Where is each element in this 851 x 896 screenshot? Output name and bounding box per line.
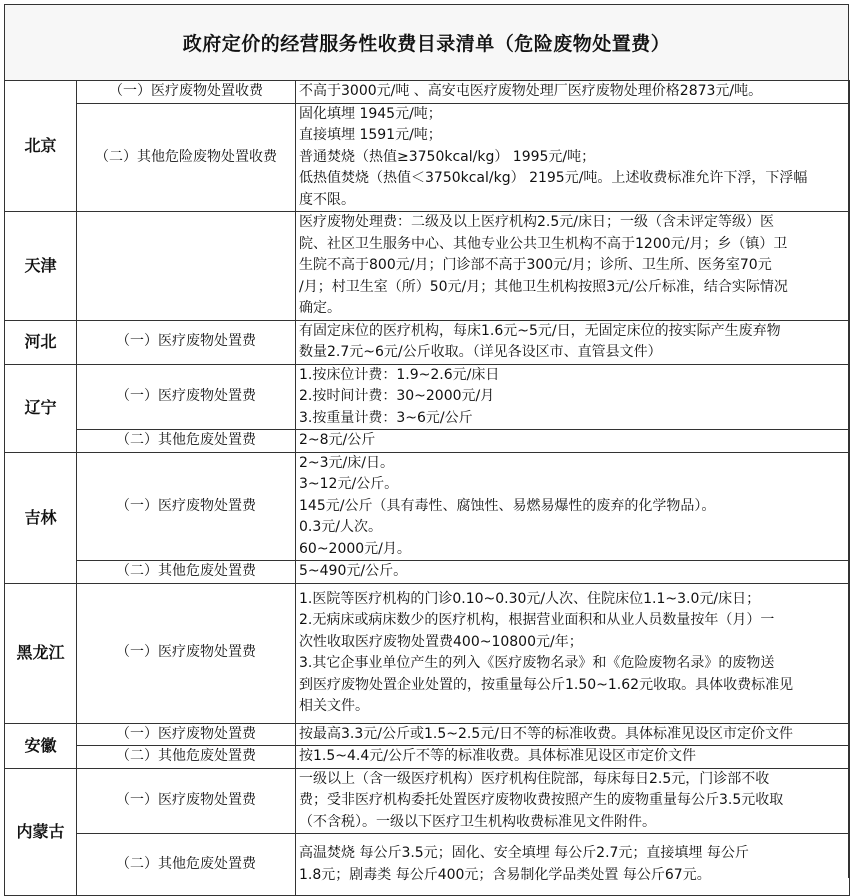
table-row: [5, 746, 850, 769]
detail-line: 普通焚烧（热值≥3750kcal/kg） 1995元/吨；: [299, 148, 596, 165]
province-anhui: 安徽: [5, 723, 77, 768]
table-row: [5, 723, 850, 746]
detail-line: 按最高3.3元/公斤或1.5~2.5元/日不等的标准收费。具体标准见设区市定价文件: [299, 725, 793, 742]
province-neimenggu: 内蒙古: [5, 768, 77, 896]
detail-line: 按1.5~4.4元/公斤不等的标准收费。具体标准见设区市定价文件: [299, 748, 696, 764]
detail-line: /月；村卫生室（所）50元/月；其他卫生机构按照3元/公斤标准，结合实际情况: [299, 278, 788, 295]
table-row: [5, 452, 850, 561]
detail-cell: [296, 364, 850, 430]
detail-line: 1.医院等医疗机构的门诊0.10~0.30元/人次、住院床位1.1~3.0元/床日；: [299, 590, 761, 607]
detail-line: 2~8元/公斤: [299, 432, 376, 448]
detail-line: 1.按床位计费：1.9~2.6元/床日: [299, 366, 500, 383]
detail-line: （不含税）。一级以下医疗卫生机构收费标准见文件附件。: [299, 813, 656, 830]
detail-line: 5~490元/公斤。: [299, 563, 408, 579]
detail-line: 直接填埋 1591元/吨；: [299, 127, 442, 143]
detail-line: 145元/公斤（具有毒性、腐蚀性、易燃易爆性的废弃的化学物品）。: [299, 497, 716, 514]
detail-cell: [296, 320, 850, 364]
detail-line: 3~12元/公斤。: [299, 476, 399, 492]
detail-line: 2~3元/床/日。: [299, 454, 394, 471]
detail-line: 生院不高于800元/月；门诊部不高于300元/月；诊所、卫生所、医务室70元: [299, 257, 772, 273]
province-hebei: 河北: [5, 320, 77, 364]
category-cell: （二）其他危废处置费: [77, 746, 296, 769]
category-cell: （一）医疗废物处置费: [77, 768, 296, 834]
detail-line: 数量2.7元~6元/公斤收取。（详见各设区市、直管县文件）: [299, 344, 662, 360]
detail-line: 有固定床位的医疗机构，每床1.6元~5元/日，无固定床位的按实际产生废弃物: [299, 322, 781, 339]
detail-line: 2.无病床或病床数少的医疗机构，根据营业面积和从业人员数量按年（月）一: [299, 612, 775, 628]
detail-line: 不高于3000元/吨 、高安屯医疗废物处理厂医疗废物处理价格2873元/吨。: [299, 83, 763, 99]
detail-line: 度不限。: [299, 191, 355, 208]
category-cell: （一）医疗废物处置费: [77, 364, 296, 430]
detail-line: 3.其它企事业单位产生的列入《医疗废物名录》和《危险废物名录》的废物送: [299, 655, 775, 671]
category-cell: （二）其他危废处置费: [77, 834, 296, 896]
category-cell: （一）医疗废物处置费: [77, 723, 296, 746]
table-row: [5, 103, 850, 212]
province-tianjin: 天津: [5, 212, 77, 321]
category-cell: （二）其他危废处置费: [77, 561, 296, 584]
category-cell: [77, 212, 296, 321]
detail-line: 确定。: [299, 300, 341, 316]
table-row: [5, 364, 850, 430]
table-row: [5, 561, 850, 584]
detail-line: 3.按重量计费：3~6元/公斤: [299, 409, 473, 426]
detail-cell: [296, 768, 850, 834]
detail-cell: [296, 212, 850, 321]
detail-line: 固化填埋 1945元/吨；: [299, 105, 442, 122]
table-title: 政府定价的经营服务性收费目录清单（危险废物处置费）: [4, 4, 849, 81]
province-jilin: 吉林: [5, 452, 77, 583]
table-row: [5, 583, 850, 723]
detail-cell: [296, 430, 850, 453]
detail-line: 到医疗废物处置企业处置的，按重量每公斤1.50~1.62元收取。具体收费标准见: [299, 676, 794, 693]
detail-line: 医疗废物处理费：二级及以上医疗机构2.5元/床日；一级（含未评定等级）医: [299, 214, 774, 230]
category-cell: （一）医疗废物处置收费: [77, 81, 296, 104]
category-cell: （二）其他危险废物处置收费: [77, 103, 296, 212]
province-liaoning: 辽宁: [5, 364, 77, 452]
detail-line: 1.8元；剧毒类 每公斤400元；含易制化学品类处置 每公斤67元。: [299, 866, 711, 883]
table-row: [5, 834, 850, 896]
detail-cell: [296, 834, 850, 896]
detail-cell: [296, 723, 850, 746]
province-heilongjiang: 黑龙江: [5, 583, 77, 723]
category-cell: （一）医疗废物处置费: [77, 583, 296, 723]
detail-line: 相关文件。: [299, 698, 369, 714]
category-cell: （二）其他危废处置费: [77, 430, 296, 453]
detail-line: 次性收取医疗废物处置费400~10800元/年；: [299, 633, 583, 650]
detail-line: 费；受非医疗机构委托处置医疗废物收费按照产生的废物重量每公斤3.5元收取: [299, 792, 784, 808]
detail-cell: [296, 81, 850, 104]
table-row: [5, 212, 850, 321]
detail-line: 0.3元/人次。: [299, 519, 382, 535]
category-cell: （一）医疗废物处置费: [77, 320, 296, 364]
detail-cell: [296, 452, 850, 561]
detail-cell: [296, 583, 850, 723]
detail-cell: [296, 561, 850, 584]
table-row: [5, 81, 850, 104]
detail-line: 高温焚烧 每公斤3.5元；固化、安全填埋 每公斤2.7元；直接填埋 每公斤: [299, 845, 749, 861]
table-row: [5, 768, 850, 834]
detail-line: 院、社区卫生服务中心、其他专业公共卫生机构不高于1200元/月；乡（镇）卫: [299, 235, 788, 252]
detail-line: 一级以上（含一级医疗机构）医疗机构住院部，每床每日2.5元，门诊部不收: [299, 770, 770, 787]
province-beijing: 北京: [5, 81, 77, 212]
detail-line: 60~2000元/月。: [299, 540, 411, 557]
detail-cell: [296, 103, 850, 212]
category-cell: （一）医疗废物处置费: [77, 452, 296, 561]
detail-line: 低热值焚烧（热值＜3750kcal/kg） 2195元/吨。上述收费标准允许下浮，下浮幅: [299, 170, 808, 186]
detail-line: 2.按时间计费：30~2000元/月: [299, 388, 495, 404]
detail-cell: [296, 746, 850, 769]
table-row: [5, 430, 850, 453]
fee-table: [4, 80, 850, 896]
table-row: [5, 320, 850, 364]
